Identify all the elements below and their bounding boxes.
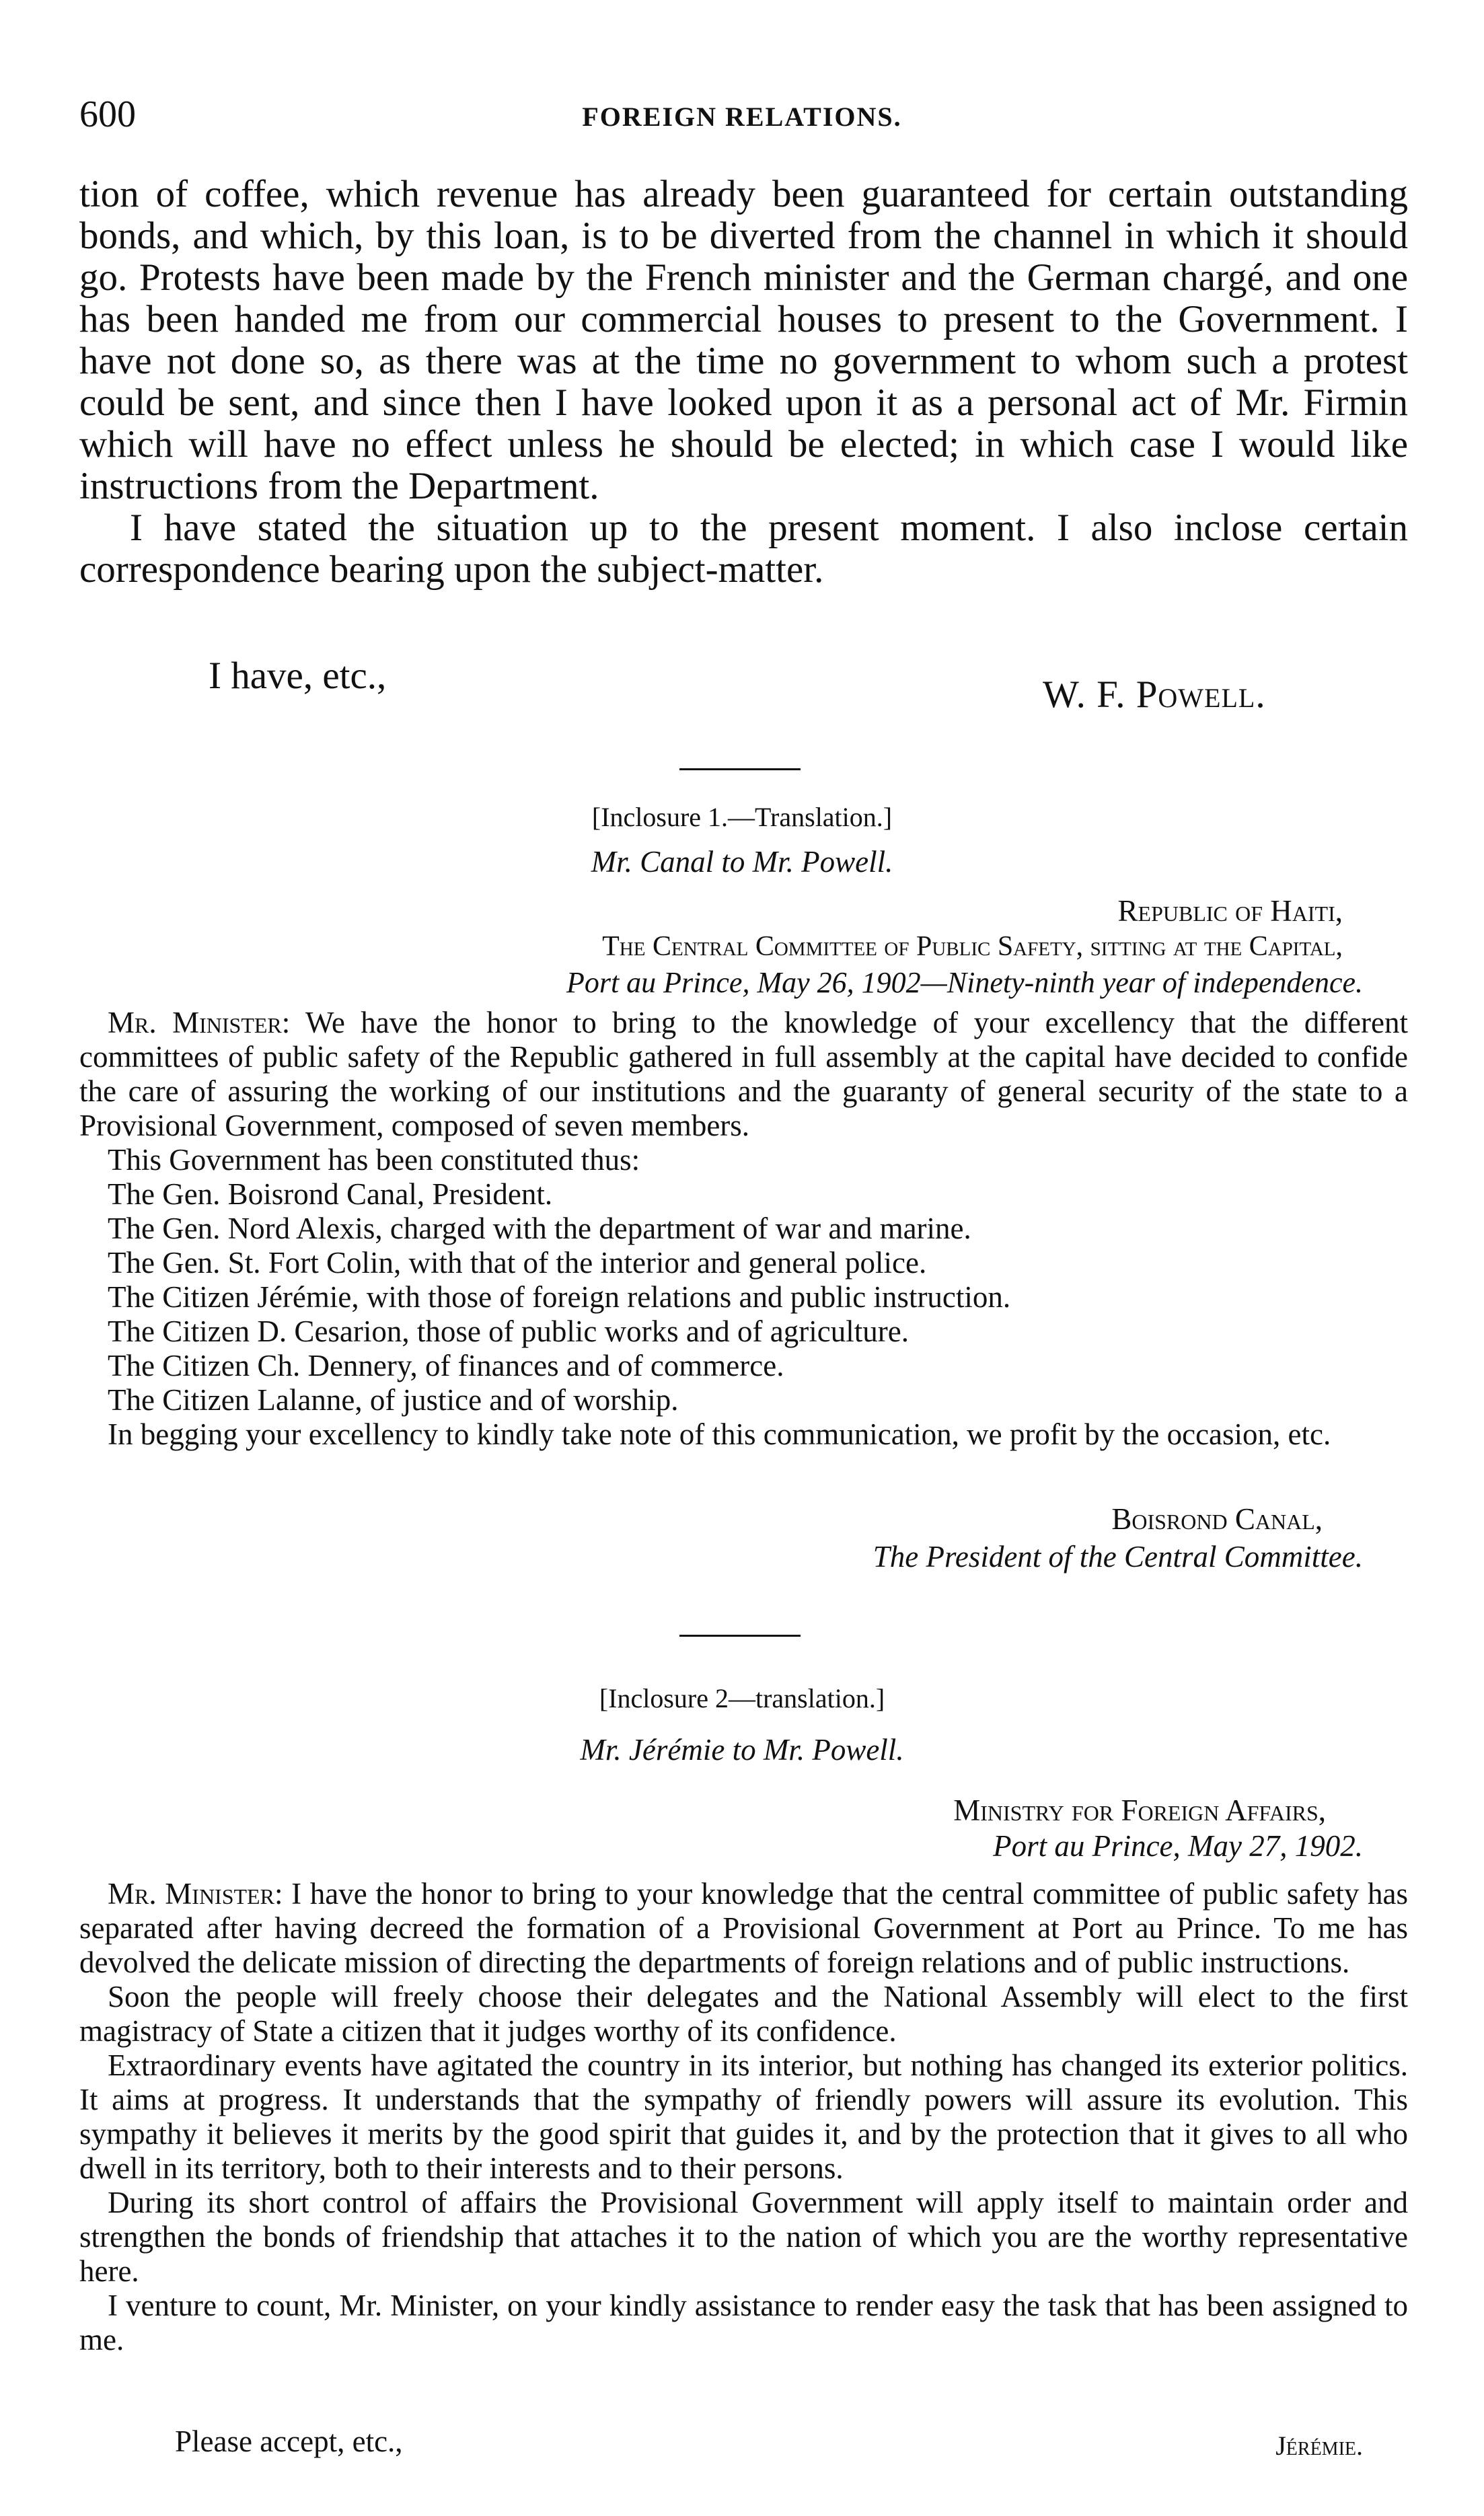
inclosure-2-paragraph: Soon the people will freely choose their delegates and the National Assembly will elect to the first magistracy of State a citizen that it judges worthy of its confidence. — [79, 1980, 1408, 2048]
letter-paragraph: I have stated the situation up to the present moment. I also inclose certain correspondence bearing upon the subject-matter. — [79, 507, 1408, 591]
inclosure-2-paragraph: I have the honor to bring to your knowledge that the central committee of public safety has separated after having decreed the formation of a Provisional Government at Port au Prince. To me has devolved the delicate mission of directing the departments of foreign relations and of public instructions. — [79, 1877, 1409, 1979]
letter-paragraph: tion of coffee, which revenue has already been guaranteed for certain outstanding bonds, and which, by this loan, is to be diverted from the channel in which it should go. Protests have been made by the French minister and the German chargé, and one has been handed me from our commercial houses to present to the Government. I have not done so, as there was at the time no government to whom such a protest could be sent, and since then I have looked upon it as a personal act of Mr. Firmin which will have no effect unless he should be elected; in which case I would like instructions from the Department. — [79, 173, 1408, 507]
inclosure-2-paragraph: I venture to count, Mr. Minister, on your kindly assistance to render easy the task that has been assigned to me. — [79, 2289, 1408, 2357]
salutation: Mr. Minister: — [108, 1877, 283, 1911]
member-line: The Citizen D. Cesarion, those of public works and of agriculture. — [108, 1315, 909, 1348]
page-header — [0, 93, 1484, 140]
section-divider — [679, 768, 801, 770]
inclosure-2-paragraph: Extraordinary events have agitated the country in its interior, but nothing has changed its exterior politics. It aims at progress. It understands that the sympathy of friendly powers will assure its evolution. This sympathy it believes it merits by the good spirit that guides it, and by the protection that it gives to all who dwell in its territory, both to their interests and to their persons. — [79, 2048, 1408, 2185]
inclosure-1-title: Mr. Canal to Mr. Powell. — [591, 845, 893, 879]
inclosure-2-paragraph: During its short control of affairs the Provisional Government will apply itself to maintain order and strengthen the bonds of friendship that attaches it to the nation of which you are the worthy representative here. — [79, 2186, 1408, 2288]
inclosure-1-label: [Inclosure 1.—Translation.] — [591, 802, 893, 832]
member-line: This Government has been constituted thus: — [108, 1143, 640, 1177]
member-line: The Citizen Jérémie, with those of foreign relations and public instruction. — [108, 1280, 1011, 1314]
running-title: FOREIGN RELATIONS. — [582, 102, 902, 132]
member-line: The Gen. Boisrond Canal, President. — [108, 1177, 553, 1211]
salutation: Mr. Minister: — [108, 1006, 291, 1039]
inclosure-2-signer: Jérémie. — [1275, 2431, 1363, 2461]
letter-closing: I have, etc., — [209, 655, 387, 697]
inclosure-1-address-1: Republic of Haiti, — [1117, 894, 1343, 928]
inclosure-2-closing: Please accept, etc., — [175, 2425, 403, 2458]
inclosure-1-paragraph: In begging your excellency to kindly take note of this communication, we profit by the occasion, etc. — [108, 1417, 1331, 1451]
inclosure-1-dateline: Port au Prince, May 26, 1902—Ninety-ninth year of independence. — [566, 966, 1363, 999]
inclosure-1-signer: Boisrond Canal, — [1111, 1502, 1323, 1536]
section-divider — [679, 1635, 801, 1637]
letter-body — [79, 174, 1408, 591]
inclosure-1-address-2: The Central Committee of Public Safety, sitting at the Capital, — [602, 931, 1343, 962]
inclosure-1-paragraph: We have the honor to bring to the knowledge of your excellency that the different committees of public safety of the Republic gathered in full assembly at the capital have decided to confide the care of assuring the working of our institutions and the guaranty of general security of the state to a Provisional Government, composed of seven members. — [79, 1006, 1408, 1142]
member-line: The Gen. Nord Alexis, charged with the department of war and marine. — [108, 1212, 971, 1245]
inclosure-2-body — [79, 1877, 1408, 2357]
letter-signature: W. F. Powell. — [1043, 673, 1266, 716]
inclosure-2-address: Ministry for Foreign Affairs, — [953, 1793, 1326, 1827]
inclosure-2-label: [Inclosure 2—translation.] — [599, 1683, 885, 1713]
inclosure-2-dateline: Port au Prince, May 27, 1902. — [993, 1829, 1363, 1863]
page-number: 600 — [79, 94, 136, 135]
inclosure-1-body — [79, 1006, 1408, 1452]
member-line: The Citizen Lalanne, of justice and of worship. — [108, 1383, 679, 1417]
member-line: The Citizen Ch. Dennery, of finances and of commerce. — [108, 1349, 784, 1382]
member-line: The Gen. St. Fort Colin, with that of the interior and general police. — [108, 1246, 927, 1280]
inclosure-1-signer-title: The President of the Central Committee. — [873, 1540, 1363, 1574]
inclosure-2-title: Mr. Jérémie to Mr. Powell. — [580, 1733, 904, 1767]
